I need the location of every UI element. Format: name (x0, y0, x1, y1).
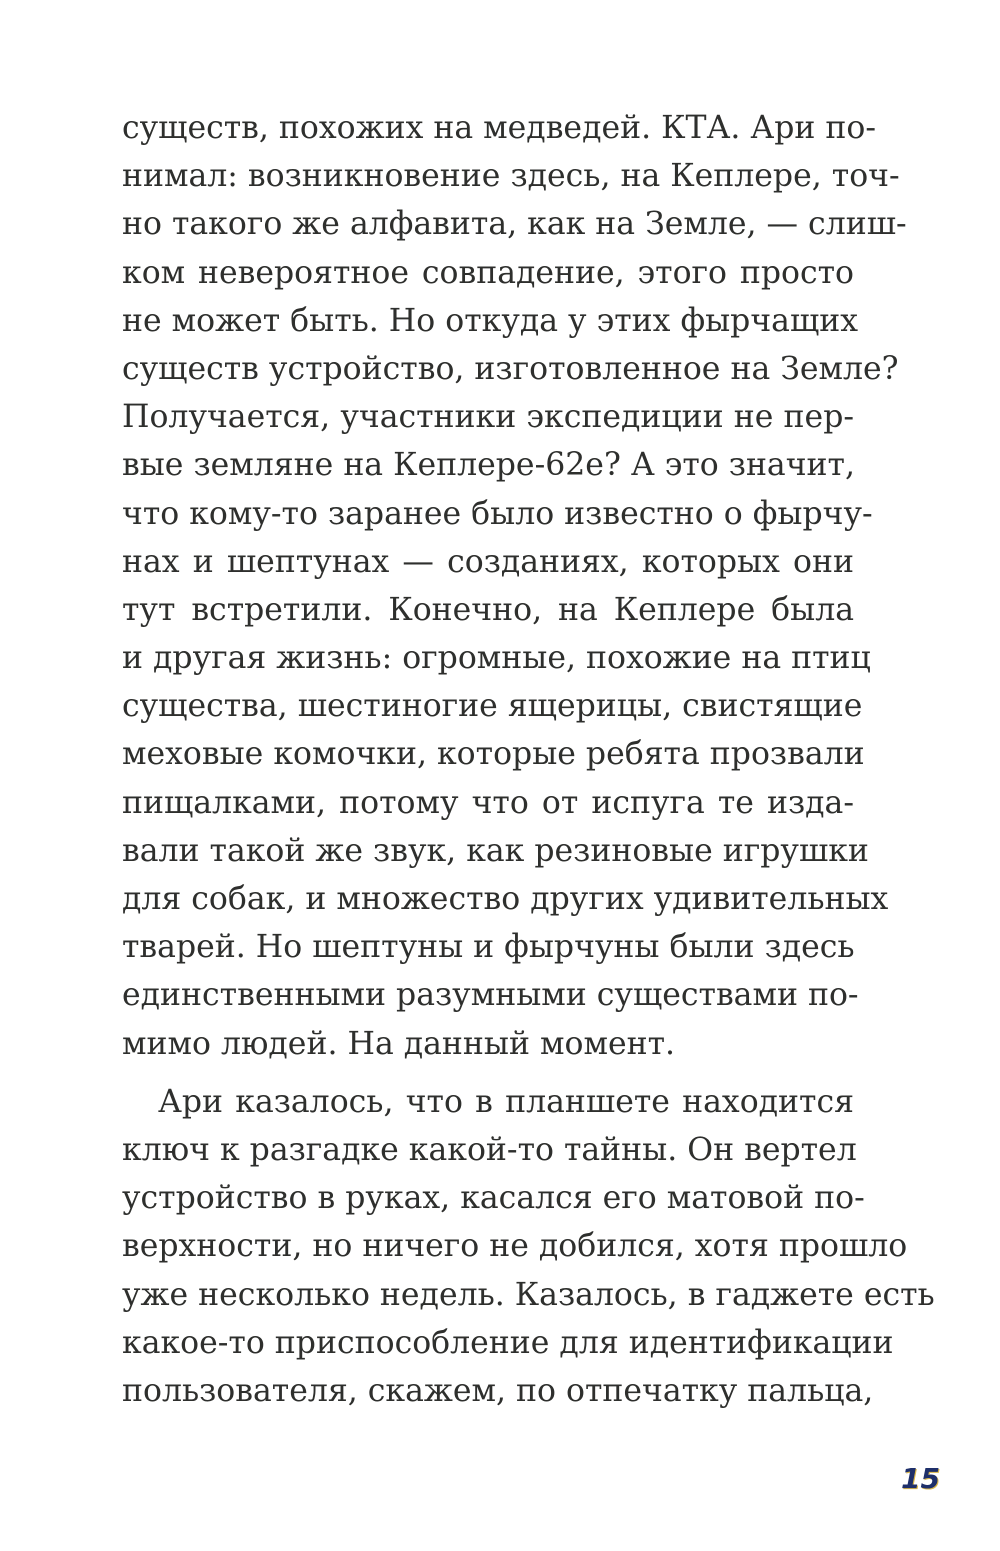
text-line: мимо людей. На данный момент. (122, 1025, 676, 1062)
paragraph-gap (122, 1068, 854, 1078)
text-line: Ари казалось, что в планшете находится (158, 1083, 854, 1120)
text-line: ком невероятное совпадение, этого просто (122, 254, 854, 291)
paragraph-1 (122, 104, 907, 1068)
text-line: единственными разумными существами по- (122, 977, 859, 1014)
text-line: тварей. Но шептуны и фырчуны были здесь (122, 929, 855, 966)
text-line: существа, шестиногие ящерицы, свистящие (122, 688, 863, 725)
page-number: 15 (901, 1462, 940, 1495)
body-text (122, 104, 935, 1415)
text-line: меховые комочки, которые ребята прозвали (122, 736, 865, 773)
text-line: не может быть. Но откуда у этих фырчащих (122, 302, 858, 339)
text-line: существ устройство, изготовленное на Земле? (122, 350, 899, 387)
text-line: вые земляне на Кеплере-62е? А это значит, (122, 447, 855, 484)
text-line: устройство в руках, касался его матовой по- (122, 1180, 865, 1217)
text-line: вали такой же звук, как резиновые игрушки (122, 832, 869, 869)
text-line: для собак, и множество других удивительных (122, 881, 889, 917)
text-line: какое-то приспособление для идентификации (122, 1324, 894, 1361)
text-line: нах и шептунах — созданиях, которых они (122, 543, 854, 580)
text-line: Получается, участники экспедиции не пер- (122, 399, 854, 436)
text-line: тут встретили. Конечно, на Кеплере была (122, 591, 854, 628)
paragraph-2 (122, 1078, 935, 1415)
text-line: пищалками, потому что от испуга те изда- (122, 784, 854, 821)
text-line: пользователя, скажем, по отпечатку пальца, (122, 1372, 874, 1409)
text-line: нимал: возникновение здесь, на Кеплере, точ- (122, 158, 900, 195)
text-line: что кому-то заранее было известно о фырчу- (122, 495, 873, 532)
text-line: существ, похожих на медведей. КТА. Ари по- (122, 110, 877, 146)
text-line: и другая жизнь: огромные, похожие на птиц (122, 640, 871, 677)
text-line: ключ к разгадке какой-то тайны. Он вертел (122, 1131, 857, 1168)
text-line: уже несколько недель. Казалось, в гаджете есть (122, 1276, 935, 1313)
text-line: но такого же алфавита, как на Земле, — слиш- (122, 206, 907, 243)
text-line: верхности, но ничего не добился, хотя прошло (122, 1228, 908, 1265)
